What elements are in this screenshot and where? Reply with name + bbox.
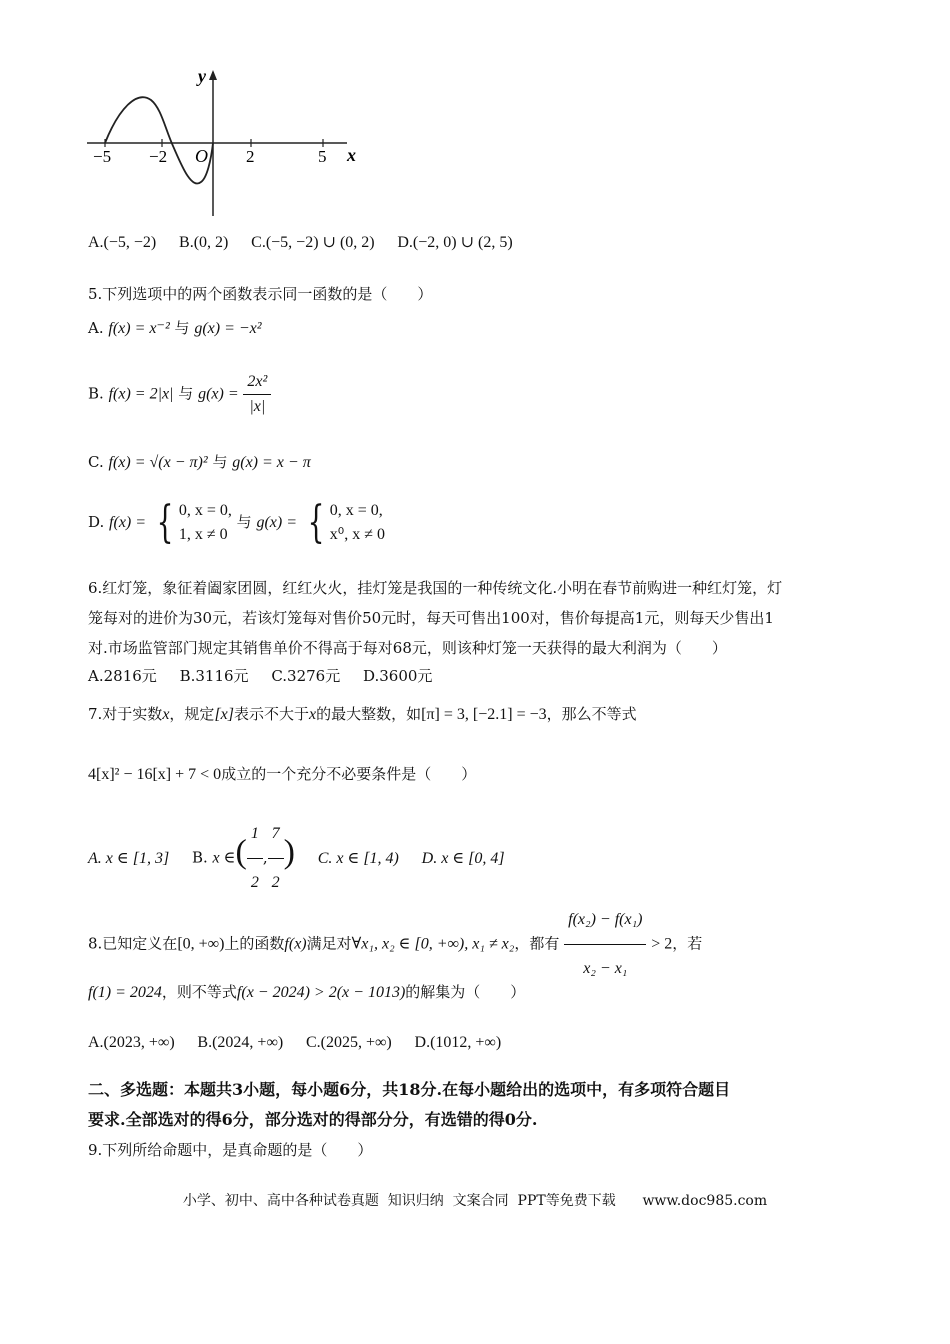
tick-label: −2 (149, 147, 168, 166)
section-heading: 要求.全部选对的得6分，部分选对的得部分分，有选错的得0分. (88, 1110, 538, 1129)
math: g(x) = (198, 385, 239, 403)
axes (87, 72, 347, 216)
option-a[interactable]: A. x ∈ [1, 3] (88, 849, 170, 867)
text: 的解集为（ ） (405, 983, 526, 1001)
section-heading: 二、多选题：本题共3小题，每小题6分，共18分.在每小题给出的选项中，有多项符合题目 (88, 1080, 731, 1099)
connector: 与 (178, 384, 194, 403)
math: x (309, 706, 317, 723)
y-axis-arrow (209, 70, 217, 80)
q5-option-c[interactable] (88, 452, 311, 473)
connector: 与 (174, 319, 190, 337)
math: x ∈ (212, 849, 236, 867)
math: [0, +∞) (177, 935, 225, 953)
math: g(x) = (256, 514, 297, 531)
numerator: 7 (268, 810, 284, 859)
fraction (247, 810, 263, 907)
math: f(x − 2024) > 2(x − 1013) (236, 984, 406, 1001)
q8-line (88, 896, 702, 993)
option-d[interactable]: D.(1012, +∞) (414, 1034, 502, 1051)
function-graph (85, 68, 365, 218)
denominator: |x| (249, 398, 266, 415)
text: 满足对 (306, 934, 352, 953)
q7-line (88, 704, 637, 725)
x-axis-label: x (347, 145, 356, 165)
q5-option-d[interactable] (88, 498, 385, 547)
q8-options (88, 1032, 519, 1053)
connector: 与 (236, 513, 252, 531)
q5-stem: 5.下列选项中的两个函数表示同一函数的是（ ） (88, 285, 433, 303)
q6-line: 6.红灯笼，象征着阖家团圆，红红火火，挂灯笼是我国的一种传统文化.小明在春节前购进一种红灯笼，灯 (88, 579, 783, 597)
option-label: A. (88, 319, 104, 337)
math: g(x) = −x² (194, 320, 262, 337)
option-a[interactable]: A.2816元 (88, 667, 157, 685)
origin-label: O (195, 146, 208, 166)
option-a[interactable]: A.(2023, +∞) (88, 1034, 175, 1051)
text: 成立的一个充分不必要条件是（ ） (221, 765, 477, 783)
math: f(x) = x⁻² (108, 320, 170, 337)
text: 表示不大于 (234, 705, 310, 723)
numerator: 1 (247, 810, 263, 859)
case: 0, x = 0, (178, 502, 232, 519)
text: 7.对于实数 (88, 705, 163, 723)
option-label: B. (88, 384, 104, 403)
case: 0, x = 0, (329, 502, 383, 519)
piecewise (179, 499, 232, 547)
paren-icon: ) (283, 833, 295, 871)
option-b[interactable]: B. x ∈( $\frac{1}{2}$ , $\frac{7}{2}$ ) (192, 810, 295, 907)
fraction (564, 896, 646, 993)
denominator: 2 (271, 874, 280, 891)
fraction (243, 370, 271, 419)
math: g(x) = x − π (232, 454, 311, 471)
math: f(x) = 2|x| (108, 385, 174, 403)
q7-options (88, 810, 523, 907)
option-b[interactable]: B.(0, 2) (179, 234, 229, 251)
option-d[interactable]: D.3600元 (362, 667, 433, 685)
text: 的最大整数，如 (316, 705, 422, 723)
case: x⁰, x ≠ 0 (329, 526, 385, 543)
math: > 2 (651, 935, 673, 953)
math: f(1) = 2024 (88, 984, 162, 1001)
text: 上的函数 (224, 934, 285, 953)
tick-label: −5 (93, 147, 112, 166)
math: f(x) = √(x − π)² (108, 454, 208, 471)
math: x (162, 706, 170, 723)
q5-option-b[interactable] (88, 370, 271, 419)
q6-line: 对.市场监管部门规定其销售单价不得高于每对68元，则该种灯笼一天获得的最大利润为（ ） (88, 639, 727, 657)
math: [x] (214, 706, 234, 723)
option-b[interactable]: B.(2024, +∞) (197, 1034, 284, 1051)
option-label: D. (88, 513, 105, 531)
math: ∀x₁, x₂ ∈ [0, +∞), x₁ ≠ x₂ (351, 935, 515, 953)
math: f(x) (284, 935, 307, 953)
option-c[interactable]: C.(−5, −2) ∪ (0, 2) (251, 234, 375, 251)
case: 1, x ≠ 0 (178, 526, 228, 543)
option-a[interactable]: A.(−5, −2) (88, 234, 157, 251)
tick-label: 5 (318, 147, 327, 166)
paren-icon: ( (235, 833, 247, 871)
q4-options (88, 232, 531, 253)
option-label: C. (88, 453, 104, 471)
option-c[interactable]: C. x ∈ [1, 4) (317, 849, 399, 867)
numerator: f(x₂) − f(x₁) (564, 896, 646, 945)
piecewise (330, 499, 385, 547)
denominator: x₂ − x₁ (583, 960, 628, 977)
math: [π] = 3, [−2.1] = −3 (421, 706, 547, 723)
text: ，若 (672, 934, 703, 953)
math: 4[x]² − 16[x] + 7 < 0 (88, 766, 222, 783)
option-c[interactable]: C.3276元 (271, 667, 341, 685)
q7-line (88, 764, 476, 785)
fraction (268, 810, 284, 907)
connector: 与 (212, 453, 228, 471)
y-axis-label: y (198, 68, 206, 86)
q5-option-a[interactable] (88, 318, 262, 339)
text: ，那么不等式 (546, 705, 637, 723)
text: ，则不等式 (161, 983, 237, 1001)
tick-label: 2 (246, 147, 255, 166)
math: f(x) = (109, 514, 147, 531)
option-d[interactable]: D. x ∈ [0, 4] (421, 849, 505, 867)
text: ，规定 (169, 705, 215, 723)
q8-line (88, 982, 525, 1003)
text: ，都有 (514, 934, 560, 953)
q6-line: 笼每对的进价为30元，若该灯笼每对售价50元时，每天可售出100对，售价每提高1元，则每天少售出1 (88, 609, 774, 627)
q6-options (88, 666, 450, 686)
curve (105, 97, 213, 183)
option-b[interactable]: B.3116元 (179, 667, 249, 685)
text: 8.已知定义在 (88, 934, 178, 953)
footer: 小学、初中、高中各种试卷真题 知识归纳 文案合同 PPT等免费下载 www.doc985.com (182, 1193, 768, 1209)
brace-icon: { (156, 497, 174, 548)
option-d[interactable]: D.(−2, 0) ∪ (2, 5) (397, 234, 513, 251)
option-c[interactable]: C.(2025, +∞) (305, 1034, 392, 1051)
denominator: 2 (250, 874, 259, 891)
q9-stem: 9.下列所给命题中，是真命题的是（ ） (88, 1141, 373, 1159)
option-label: B. (191, 848, 208, 867)
brace-icon: { (307, 497, 325, 548)
numerator: 2x² (243, 370, 271, 395)
